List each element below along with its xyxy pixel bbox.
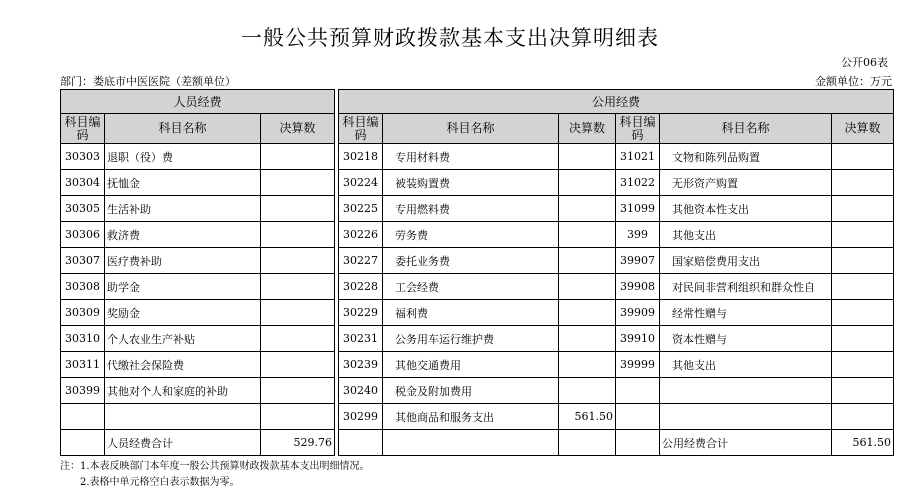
public-total-amount: 561.50 (832, 430, 894, 456)
cell-amount-3 (832, 144, 894, 170)
cell-name-2: 工会经费 (383, 274, 559, 300)
cell-code-2: 30231 (339, 326, 383, 352)
cell-name-3: 其他支出 (660, 352, 832, 378)
cell-amount-2 (559, 352, 616, 378)
cell-name-1: 救济费 (105, 222, 261, 248)
table-row (61, 196, 894, 222)
cell-amount-3 (832, 404, 894, 430)
table-row (61, 144, 894, 170)
cell-code-1: 30307 (61, 248, 105, 274)
footnote-2: 2.表格中单元格空白表示数据为零。 (80, 477, 240, 488)
cell-name-3: 对民间非营利组织和群众性自 (660, 274, 832, 300)
cell-name-2: 专用燃料费 (383, 196, 559, 222)
total-amount-2 (559, 430, 616, 456)
cell-name-1: 代缴社会保险费 (105, 352, 261, 378)
cell-amount-1 (261, 144, 335, 170)
cell-name-3: 经常性赠与 (660, 300, 832, 326)
personnel-total-label: 人员经费合计 (105, 430, 261, 456)
total-code-2 (339, 430, 383, 456)
cell-name-3: 无形资产购置 (660, 170, 832, 196)
cell-amount-3 (832, 196, 894, 222)
cell-amount-3 (832, 170, 894, 196)
form-number: 公开06表 (841, 56, 888, 69)
cell-code-3: 39910 (616, 326, 660, 352)
cell-amount-2: 561.50 (559, 404, 616, 430)
cell-amount-3 (832, 300, 894, 326)
cell-name-1: 个人农业生产补贴 (105, 326, 261, 352)
cell-code-1: 30399 (61, 378, 105, 404)
cell-code-3: 31022 (616, 170, 660, 196)
cell-code-3 (616, 378, 660, 404)
header-amount-2: 决算数 (559, 114, 616, 144)
cell-code-2: 30239 (339, 352, 383, 378)
totals-row (61, 430, 894, 456)
cell-name-1: 其他对个人和家庭的补助 (105, 378, 261, 404)
table-row (61, 326, 894, 352)
cell-name-3: 其他支出 (660, 222, 832, 248)
cell-code-1: 30309 (61, 300, 105, 326)
header-code-3: 科目编码 (616, 114, 660, 144)
cell-name-3: 文物和陈列品购置 (660, 144, 832, 170)
cell-name-1 (105, 404, 261, 430)
cell-code-1: 30311 (61, 352, 105, 378)
cell-code-3: 39909 (616, 300, 660, 326)
cell-code-3: 39999 (616, 352, 660, 378)
cell-code-3: 39907 (616, 248, 660, 274)
cell-code-2: 30218 (339, 144, 383, 170)
cell-amount-1 (261, 196, 335, 222)
cell-amount-1 (261, 300, 335, 326)
cell-code-2: 30240 (339, 378, 383, 404)
table-row (61, 222, 894, 248)
cell-code-2: 30227 (339, 248, 383, 274)
total-code-3 (616, 430, 660, 456)
total-code-1 (61, 430, 105, 456)
total-name-2 (383, 430, 559, 456)
cell-code-2: 30225 (339, 196, 383, 222)
cell-code-2: 30229 (339, 300, 383, 326)
cell-amount-2 (559, 196, 616, 222)
cell-amount-3 (832, 274, 894, 300)
cell-name-2: 税金及附加费用 (383, 378, 559, 404)
cell-name-3: 资本性赠与 (660, 326, 832, 352)
cell-code-1: 30308 (61, 274, 105, 300)
cell-code-1: 30303 (61, 144, 105, 170)
cell-amount-1 (261, 170, 335, 196)
cell-code-3: 399 (616, 222, 660, 248)
cell-amount-1 (261, 378, 335, 404)
personnel-total-amount: 529.76 (261, 430, 335, 456)
header-name-3: 科目名称 (660, 114, 832, 144)
expenditure-detail-table (60, 89, 894, 456)
table-row (61, 378, 894, 404)
footnote-1: 注：1.本表反映部门本年度一般公共预算财政拨款基本支出明细情况。 (60, 461, 370, 472)
cell-amount-3 (832, 248, 894, 274)
table-row (61, 248, 894, 274)
cell-amount-2 (559, 222, 616, 248)
section-public: 公用经费 (339, 90, 894, 114)
header-code-2: 科目编码 (339, 114, 383, 144)
cell-amount-2 (559, 300, 616, 326)
cell-name-3: 其他资本性支出 (660, 196, 832, 222)
table-row (61, 300, 894, 326)
cell-amount-3 (832, 378, 894, 404)
cell-code-3 (616, 404, 660, 430)
cell-amount-2 (559, 378, 616, 404)
cell-name-1: 助学金 (105, 274, 261, 300)
cell-code-1 (61, 404, 105, 430)
cell-code-1: 30304 (61, 170, 105, 196)
cell-name-1: 抚恤金 (105, 170, 261, 196)
cell-name-3: 国家赔偿费用支出 (660, 248, 832, 274)
cell-name-2: 专用材料费 (383, 144, 559, 170)
header-amount-3: 决算数 (832, 114, 894, 144)
section-header-row (61, 90, 894, 114)
cell-code-1: 30310 (61, 326, 105, 352)
cell-amount-2 (559, 274, 616, 300)
cell-code-2: 30224 (339, 170, 383, 196)
cell-code-1: 30306 (61, 222, 105, 248)
department-label: 部门：娄底市中医医院（差额单位） (60, 75, 236, 88)
cell-amount-3 (832, 326, 894, 352)
cell-amount-2 (559, 170, 616, 196)
cell-amount-1 (261, 248, 335, 274)
cell-name-3 (660, 404, 832, 430)
header-name-2: 科目名称 (383, 114, 559, 144)
cell-name-2: 劳务费 (383, 222, 559, 248)
cell-amount-1 (261, 222, 335, 248)
cell-amount-1 (261, 274, 335, 300)
table-row (61, 404, 894, 430)
cell-amount-2 (559, 326, 616, 352)
cell-name-2: 公务用车运行维护费 (383, 326, 559, 352)
page-title: 一般公共预算财政拨款基本支出决算明细表 (241, 26, 659, 50)
cell-name-2: 被装购置费 (383, 170, 559, 196)
section-personnel: 人员经费 (61, 90, 335, 114)
cell-code-1: 30305 (61, 196, 105, 222)
cell-amount-3 (832, 222, 894, 248)
cell-name-2: 其他交通费用 (383, 352, 559, 378)
cell-code-2: 30228 (339, 274, 383, 300)
footnotes (60, 459, 370, 491)
cell-amount-1 (261, 326, 335, 352)
cell-code-2: 30226 (339, 222, 383, 248)
cell-name-2: 其他商品和服务支出 (383, 404, 559, 430)
cell-code-3: 31021 (616, 144, 660, 170)
table-row (61, 352, 894, 378)
cell-amount-1 (261, 404, 335, 430)
header-amount-1: 决算数 (261, 114, 335, 144)
column-header-row (61, 114, 894, 144)
cell-name-2: 福利费 (383, 300, 559, 326)
cell-amount-1 (261, 352, 335, 378)
cell-name-3 (660, 378, 832, 404)
cell-code-2: 30299 (339, 404, 383, 430)
cell-name-1: 生活补助 (105, 196, 261, 222)
cell-amount-3 (832, 352, 894, 378)
table-row (61, 170, 894, 196)
cell-name-1: 奖励金 (105, 300, 261, 326)
cell-name-1: 医疗费补助 (105, 248, 261, 274)
cell-name-1: 退职（役）费 (105, 144, 261, 170)
header-name-1: 科目名称 (105, 114, 261, 144)
cell-name-2: 委托业务费 (383, 248, 559, 274)
public-total-label: 公用经费合计 (660, 430, 832, 456)
cell-code-3: 39908 (616, 274, 660, 300)
cell-amount-2 (559, 248, 616, 274)
table-row (61, 274, 894, 300)
header-code-1: 科目编码 (61, 114, 105, 144)
amount-unit-label: 金额单位：万元 (815, 75, 892, 88)
cell-amount-2 (559, 144, 616, 170)
cell-code-3: 31099 (616, 196, 660, 222)
